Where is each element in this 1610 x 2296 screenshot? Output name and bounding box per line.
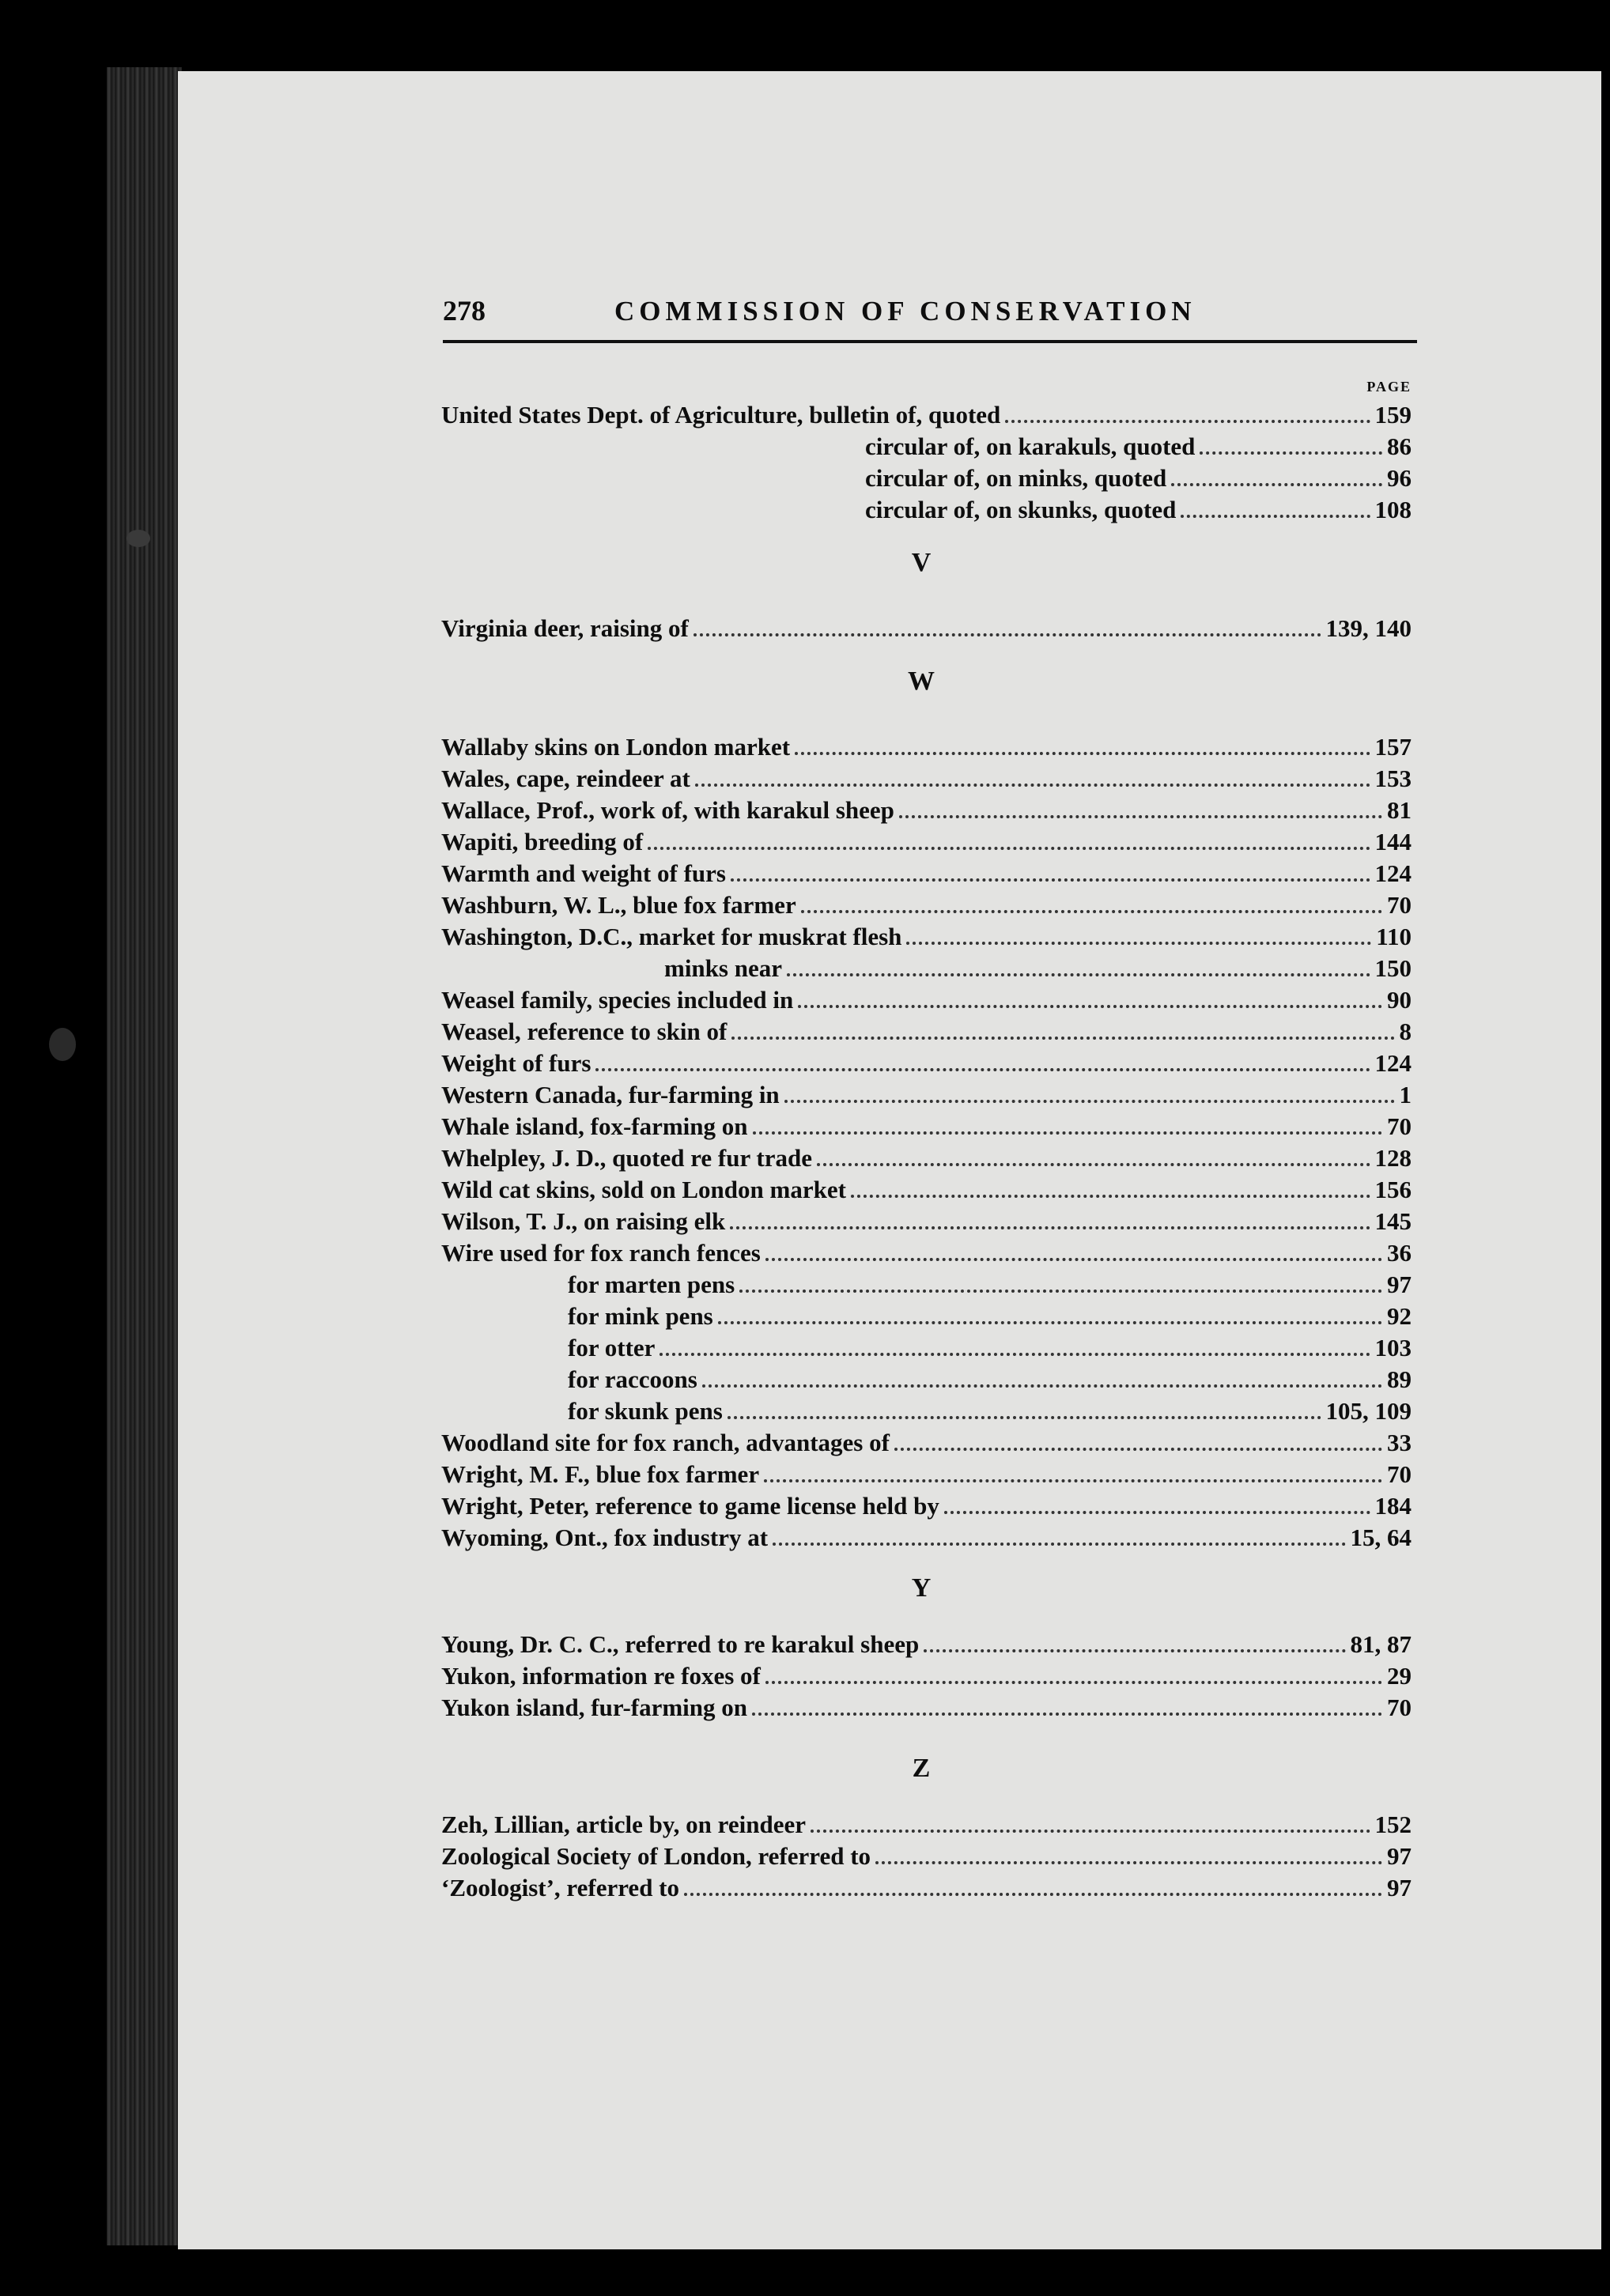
entry-text: Weasel, reference to skin of [441, 1018, 728, 1045]
index-entry [568, 1364, 1412, 1395]
entry-text: Wallaby skins on London market [441, 733, 791, 761]
dot-leader [684, 1893, 1382, 1896]
index-entry [441, 1016, 1412, 1048]
entry-page-number: 105, 109 [1325, 1397, 1412, 1425]
index-entry [441, 1522, 1412, 1554]
index-entry [664, 953, 1412, 984]
entry-page-number: 92 [1387, 1302, 1412, 1330]
entry-text: Wild cat skins, sold on London market [441, 1176, 846, 1203]
dot-leader [851, 1195, 1370, 1198]
entry-page-number: 159 [1374, 401, 1412, 429]
dot-leader [648, 847, 1370, 850]
index-entry [441, 399, 1412, 431]
dot-leader [731, 878, 1370, 882]
index-entry [441, 1490, 1412, 1522]
dot-leader [894, 1448, 1382, 1451]
dot-leader [752, 1713, 1382, 1716]
entry-page-number: 36 [1387, 1239, 1412, 1267]
index-entry [865, 494, 1412, 526]
section-letter: Y [911, 1573, 932, 1603]
dot-leader [784, 1100, 1395, 1103]
dot-leader [595, 1068, 1370, 1071]
index-entry [441, 858, 1412, 889]
dot-leader [773, 1543, 1345, 1546]
entry-page-number: 8 [1399, 1018, 1412, 1045]
entry-text: Wapiti, breeding of [441, 828, 644, 855]
index-entry [441, 1079, 1412, 1111]
index-entry [441, 1206, 1412, 1237]
entry-page-number: 150 [1374, 954, 1412, 982]
dot-leader [764, 1479, 1382, 1482]
index-entry [441, 1809, 1412, 1841]
entry-page-number: 70 [1387, 1112, 1412, 1140]
margin-smudge-mark [127, 530, 150, 547]
entry-text: for otter [568, 1334, 656, 1361]
index-entry [441, 826, 1412, 858]
entry-page-number: 124 [1374, 859, 1412, 887]
index-entry [441, 613, 1412, 644]
page-header [443, 294, 1417, 343]
entry-page-number: 15, 64 [1350, 1524, 1412, 1551]
dot-leader [899, 815, 1382, 818]
entry-text: circular of, on skunks, quoted [865, 496, 1177, 523]
entry-text: Young, Dr. C. C., referred to re karakul sheep [441, 1630, 920, 1658]
dot-leader [765, 1681, 1382, 1684]
entry-text: Whelpley, J. D., quoted re fur trade [441, 1144, 813, 1172]
index-entry [441, 984, 1412, 1016]
entry-page-number: 89 [1387, 1365, 1412, 1393]
index-entry [441, 763, 1412, 795]
entry-page-number: 81, 87 [1350, 1630, 1412, 1658]
dot-leader [702, 1384, 1382, 1388]
entry-text: circular of, on minks, quoted [865, 464, 1167, 492]
dot-leader [1200, 451, 1382, 455]
index-entry [441, 1111, 1412, 1142]
entry-page-number: 29 [1387, 1662, 1412, 1690]
entry-text: Wright, Peter, reference to game license held by [441, 1492, 939, 1520]
entry-page-number: 108 [1374, 496, 1412, 523]
entry-text: Wales, cape, reindeer at [441, 765, 690, 792]
entry-text: Washburn, W. L., blue fox farmer [441, 891, 796, 919]
index-entry [441, 1459, 1412, 1490]
entry-page-number: 97 [1387, 1842, 1412, 1870]
entry-text: Warmth and weight of furs [441, 859, 726, 887]
entry-page-number: 97 [1387, 1874, 1412, 1901]
entry-page-number: 124 [1374, 1049, 1412, 1077]
entry-text: Yukon island, fur-farming on [441, 1694, 748, 1721]
index-entry [441, 1629, 1412, 1660]
index-entry [441, 1237, 1412, 1269]
dot-leader [695, 784, 1370, 787]
header-rule [443, 340, 1417, 343]
entry-text: Wire used for fox ranch fences [441, 1239, 761, 1267]
dot-leader [765, 1258, 1382, 1261]
margin-smudge-mark [49, 1028, 76, 1061]
entry-page-number: 86 [1387, 432, 1412, 460]
entry-text: Wilson, T. J., on raising elk [441, 1207, 726, 1235]
entry-page-number: 139, 140 [1325, 614, 1412, 642]
index-entry [568, 1301, 1412, 1332]
entry-page-number: 1 [1399, 1081, 1412, 1108]
section-letter: Z [912, 1754, 931, 1783]
entry-text: Western Canada, fur-farming in [441, 1081, 780, 1108]
dot-leader [944, 1511, 1370, 1514]
entry-text: for raccoons [568, 1365, 697, 1393]
index-entry [441, 1048, 1412, 1079]
dot-leader [730, 1226, 1370, 1229]
entry-text: for skunk pens [568, 1397, 723, 1425]
entry-text: circular of, on karakuls, quoted [865, 432, 1196, 460]
entry-text: Weasel family, species included in [441, 986, 794, 1014]
entry-page-number: 97 [1387, 1271, 1412, 1298]
page-column-label: PAGE [1366, 379, 1412, 395]
entry-text: for marten pens [568, 1271, 735, 1298]
entry-page-number: 110 [1376, 923, 1412, 950]
entry-text: Washington, D.C., market for muskrat flesh [441, 923, 902, 950]
section-letter: V [911, 548, 932, 577]
dot-leader [731, 1037, 1394, 1040]
entry-text: Yukon, information re foxes of [441, 1662, 761, 1690]
entry-page-number: 70 [1387, 1694, 1412, 1721]
entry-page-number: 156 [1374, 1176, 1412, 1203]
section-letter: W [908, 667, 935, 696]
entry-text: Zoological Society of London, referred to [441, 1842, 871, 1870]
index-entry [568, 1395, 1412, 1427]
index-entry [865, 431, 1412, 463]
entry-page-number: 33 [1387, 1429, 1412, 1456]
entry-text: ‘Zoologist’, referred to [441, 1874, 680, 1901]
entry-text: Wyoming, Ont., fox industry at [441, 1524, 769, 1551]
entry-page-number: 70 [1387, 1460, 1412, 1488]
entry-page-number: 128 [1374, 1144, 1412, 1172]
dot-leader [1181, 515, 1370, 518]
index-entry [441, 1142, 1412, 1174]
dot-leader [739, 1290, 1382, 1293]
dot-leader [694, 633, 1321, 636]
entry-page-number: 144 [1374, 828, 1412, 855]
dot-leader [728, 1416, 1321, 1419]
entry-page-number: 153 [1374, 765, 1412, 792]
entry-page-number: 81 [1387, 796, 1412, 824]
index-entry [568, 1269, 1412, 1301]
dot-leader [1171, 483, 1382, 486]
entry-text: Virginia deer, raising of [441, 614, 689, 642]
index-entry [441, 1872, 1412, 1904]
dot-leader [875, 1861, 1382, 1864]
entry-page-number: 90 [1387, 986, 1412, 1014]
dot-leader [801, 910, 1382, 913]
dot-leader [798, 1005, 1382, 1008]
book-spine-shadow [107, 67, 182, 2245]
entry-page-number: 103 [1374, 1334, 1412, 1361]
index-entry [441, 1660, 1412, 1692]
dot-leader [787, 973, 1370, 976]
dot-leader [924, 1649, 1345, 1652]
index-entry [441, 1692, 1412, 1724]
entry-text: Wright, M. F., blue fox farmer [441, 1460, 760, 1488]
entry-text: Whale island, fox-farming on [441, 1112, 748, 1140]
index-entry [441, 1174, 1412, 1206]
entry-text: Woodland site for fox ranch, advantages of [441, 1429, 890, 1456]
index-entry [568, 1332, 1412, 1364]
dot-leader [817, 1163, 1370, 1166]
entry-page-number: 96 [1387, 464, 1412, 492]
dot-leader [718, 1321, 1382, 1324]
index-entry [865, 463, 1412, 494]
index-entry [441, 731, 1412, 763]
index-entry [441, 795, 1412, 826]
dot-leader [753, 1131, 1382, 1135]
dot-leader [659, 1353, 1370, 1356]
entry-page-number: 152 [1374, 1811, 1412, 1838]
dot-leader [795, 752, 1370, 755]
entry-text: United States Dept. of Agriculture, bulletin of, quoted [441, 401, 1001, 429]
dot-leader [811, 1830, 1370, 1833]
entry-text: for mink pens [568, 1302, 713, 1330]
entry-text: Zeh, Lillian, article by, on reindeer [441, 1811, 806, 1838]
entry-text: Wallace, Prof., work of, with karakul sheep [441, 796, 894, 824]
entry-page-number: 157 [1374, 733, 1412, 761]
index-entry [441, 1427, 1412, 1459]
entry-page-number: 184 [1374, 1492, 1412, 1520]
entry-text: Weight of furs [441, 1049, 591, 1077]
page-number: 278 [443, 295, 486, 327]
entry-page-number: 70 [1387, 891, 1412, 919]
index-entry [441, 889, 1412, 921]
entry-text: minks near [664, 954, 782, 982]
running-head: COMMISSION OF CONSERVATION [614, 296, 1196, 327]
dot-leader [906, 942, 1371, 945]
dot-leader [1005, 420, 1370, 423]
index-entry [441, 1841, 1412, 1872]
entry-page-number: 145 [1374, 1207, 1412, 1235]
index-entry [441, 921, 1412, 953]
